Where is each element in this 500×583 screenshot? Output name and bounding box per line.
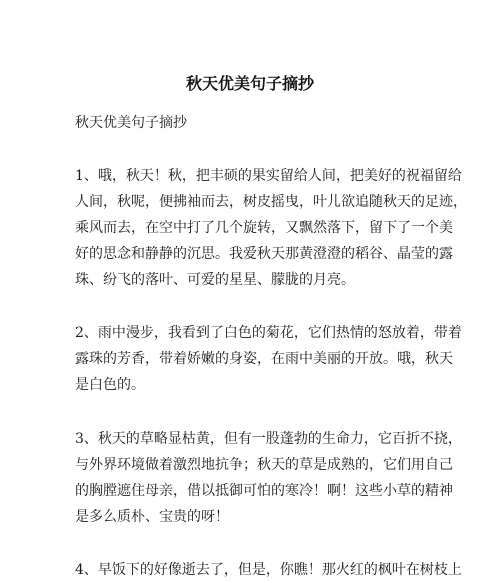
- paragraph-1: [75, 163, 467, 293]
- paragraph-line: 乘风而去，在空中打了几个旋转，又飘然落下，留下了一个美: [75, 220, 453, 236]
- paragraph-line: 3、秋天的草略显枯黄，但有一股蓬勃的生命力，它百折不挠，: [75, 431, 462, 447]
- paragraph-line: 2、雨中漫步，我看到了白色的菊花，它们热情的怒放着，带着: [75, 325, 462, 341]
- paragraph-line: 1、哦，秋天！秋，把丰硕的果实留给人间，把美好的祝福留给: [75, 168, 462, 184]
- document-subtitle: 秋天优美句子摘抄: [75, 115, 187, 131]
- paragraph-4: [75, 557, 462, 583]
- paragraph-3: [75, 426, 462, 530]
- document-title: 秋天优美句子摘抄: [185, 74, 314, 93]
- paragraph-line: 人间，秋呢，便拂袖而去，树皮摇曳，叶儿欲追随秋天的足迹，: [75, 194, 467, 210]
- paragraph-line: 露珠的芳香，带着娇嫩的身姿，在雨中美丽的开放。哦，秋天: [75, 351, 453, 367]
- paragraph-line: 是多么质朴、宝贵的呀！: [75, 509, 229, 525]
- paragraph-line: 的胸膛遮住母亲，借以抵御可怕的寒冷！啊！这些小草的精神: [75, 483, 453, 499]
- paragraph-line: 是白色的。: [75, 377, 145, 393]
- paragraph-2: [75, 320, 462, 398]
- paragraph-line: 珠、纷飞的落叶、可爱的星星、朦胧的月亮。: [75, 272, 355, 288]
- paragraph-line: 与外界环境做着激烈地抗争；秋天的草是成熟的，它们用自己: [75, 457, 453, 473]
- paragraph-line: 4、早饭下的好像逝去了，但是，你瞧！那火红的枫叶在树枝上: [75, 562, 462, 578]
- paragraph-line: 好的思念和静静的沉思。我爱秋天那黄澄澄的稻谷、晶莹的露: [75, 246, 453, 262]
